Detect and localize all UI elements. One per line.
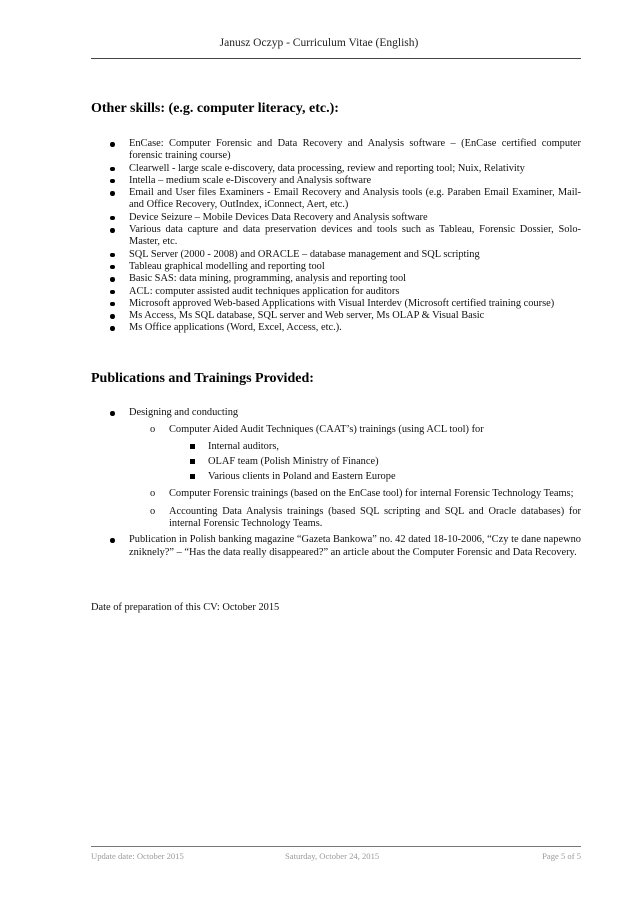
skill-item <box>91 224 581 249</box>
publications-heading: Publications and Trainings Provided: <box>91 371 314 386</box>
bullet-icon <box>110 290 115 295</box>
audience-text: Various clients in Poland and Eastern Europe <box>208 471 396 483</box>
training-item <box>129 424 581 483</box>
bullet-icon <box>110 216 115 221</box>
bullet-icon <box>110 253 115 258</box>
bullet-icon <box>110 179 115 184</box>
skill-text: Clearwell - large scale e-discovery, data processing, review and reporting tool; Nuix, Relativity <box>129 162 525 174</box>
training-text: Accounting Data Analysis trainings (based SQL scripting and SQL and Oracle databases) for internal Forensic Technology Teams. <box>169 505 581 530</box>
training-list <box>129 424 581 530</box>
skill-item <box>91 273 581 285</box>
article-text: Publication in Polish banking magazine “Gazeta Bankowa” no. 42 dated 18-10-2006, “Czy te dane napewno zniknely?” – “Has the data really disappeared?” an article about the Computer Forensic and Data Recovery. <box>129 534 581 558</box>
bullet-icon <box>110 228 115 233</box>
skill-item <box>91 286 581 298</box>
skill-text: SQL Server (2000 - 2008) and ORACLE – database management and SQL scripting <box>129 248 480 260</box>
bullet-icon <box>110 326 115 331</box>
skill-text: ACL: computer assisted audit techniques application for auditors <box>129 285 400 297</box>
skill-item <box>91 138 581 163</box>
skill-item <box>91 163 581 175</box>
skill-item <box>91 249 581 261</box>
bullet-icon <box>110 142 115 147</box>
bullet-icon <box>110 538 115 543</box>
skill-item <box>91 310 581 322</box>
skill-text: Ms Office applications (Word, Excel, Access, etc.). <box>129 322 342 334</box>
circle-bullet-icon: o <box>150 488 156 500</box>
training-item <box>129 506 581 531</box>
square-bullet-icon <box>190 444 195 449</box>
skill-text: Ms Access, Ms SQL database, SQL server and Web server, Ms OLAP & Visual Basic <box>129 310 485 322</box>
training-text: Computer Aided Audit Techniques (CAAT’s) trainings (using ACL tool) for <box>169 424 484 436</box>
page-header-title: Janusz Oczyp - Curriculum Vitae (English) <box>219 37 419 49</box>
skill-item <box>91 322 581 334</box>
skill-text: Email and User files Examiners - Email Recovery and Analysis tools (e.g. Paraben Email Examiner, Mail- and Office Recovery, OutIndex, iConnect, Aert, etc.) <box>129 187 581 211</box>
header-divider <box>91 58 581 59</box>
skill-item <box>91 298 581 310</box>
skills-list <box>91 138 581 335</box>
cv-preparation-date: Date of preparation of this CV: October 2015 <box>91 602 280 613</box>
designing-text: Designing and conducting <box>129 407 239 418</box>
footer-divider <box>91 846 581 847</box>
audience-text: Internal auditors, <box>208 440 279 452</box>
skill-text: Various data capture and data preservation devices and tools such as Tableau, Forensic Dossier, Solo-Master, etc. <box>129 224 581 248</box>
square-bullet-icon <box>190 474 195 479</box>
audience-text: OLAF team (Polish Ministry of Finance) <box>208 455 379 467</box>
publication-item <box>91 407 581 530</box>
footer-date: Saturday, October 24, 2015 <box>285 851 380 861</box>
skill-text: Microsoft approved Web-based Applications with Visual Interdev (Microsoft certified training course) <box>129 297 555 309</box>
bullet-icon <box>110 411 115 416</box>
bullet-icon <box>110 277 115 282</box>
publications-list <box>91 407 581 559</box>
skills-heading: Other skills: (e.g. computer literacy, etc.): <box>91 101 339 116</box>
skill-item <box>91 212 581 224</box>
skill-text: EnCase: Computer Forensic and Data Recovery and Analysis software – (EnCase certified computer forensic training course) <box>129 138 581 162</box>
footer-page-number: Page 5 of 5 <box>542 851 581 861</box>
circle-bullet-icon: o <box>150 505 156 517</box>
bullet-icon <box>110 167 115 172</box>
audience-item <box>169 471 581 483</box>
circle-bullet-icon: o <box>150 424 156 436</box>
audience-item <box>169 456 581 468</box>
bullet-icon <box>110 314 115 319</box>
skill-item <box>91 261 581 273</box>
skill-text: Device Seizure – Mobile Devices Data Recovery and Analysis software <box>129 211 428 223</box>
skill-text: Intella – medium scale e-Discovery and Analysis software <box>129 174 372 186</box>
footer-update-date: Update date: October 2015 <box>91 851 184 861</box>
square-bullet-icon <box>190 459 195 464</box>
bullet-icon <box>110 302 115 307</box>
audience-item <box>169 441 581 453</box>
skill-item <box>91 187 581 212</box>
training-item <box>129 488 581 500</box>
skill-item <box>91 175 581 187</box>
publication-item <box>91 534 581 559</box>
bullet-icon <box>110 265 115 270</box>
skill-text: Tableau graphical modelling and reporting tool <box>129 260 325 272</box>
training-text: Computer Forensic trainings (based on the EnCase tool) for internal Forensic Technology Teams; <box>169 488 574 500</box>
bullet-icon <box>110 191 115 196</box>
audience-list <box>169 441 581 484</box>
skill-text: Basic SAS: data mining, programming, analysis and reporting tool <box>129 273 407 285</box>
